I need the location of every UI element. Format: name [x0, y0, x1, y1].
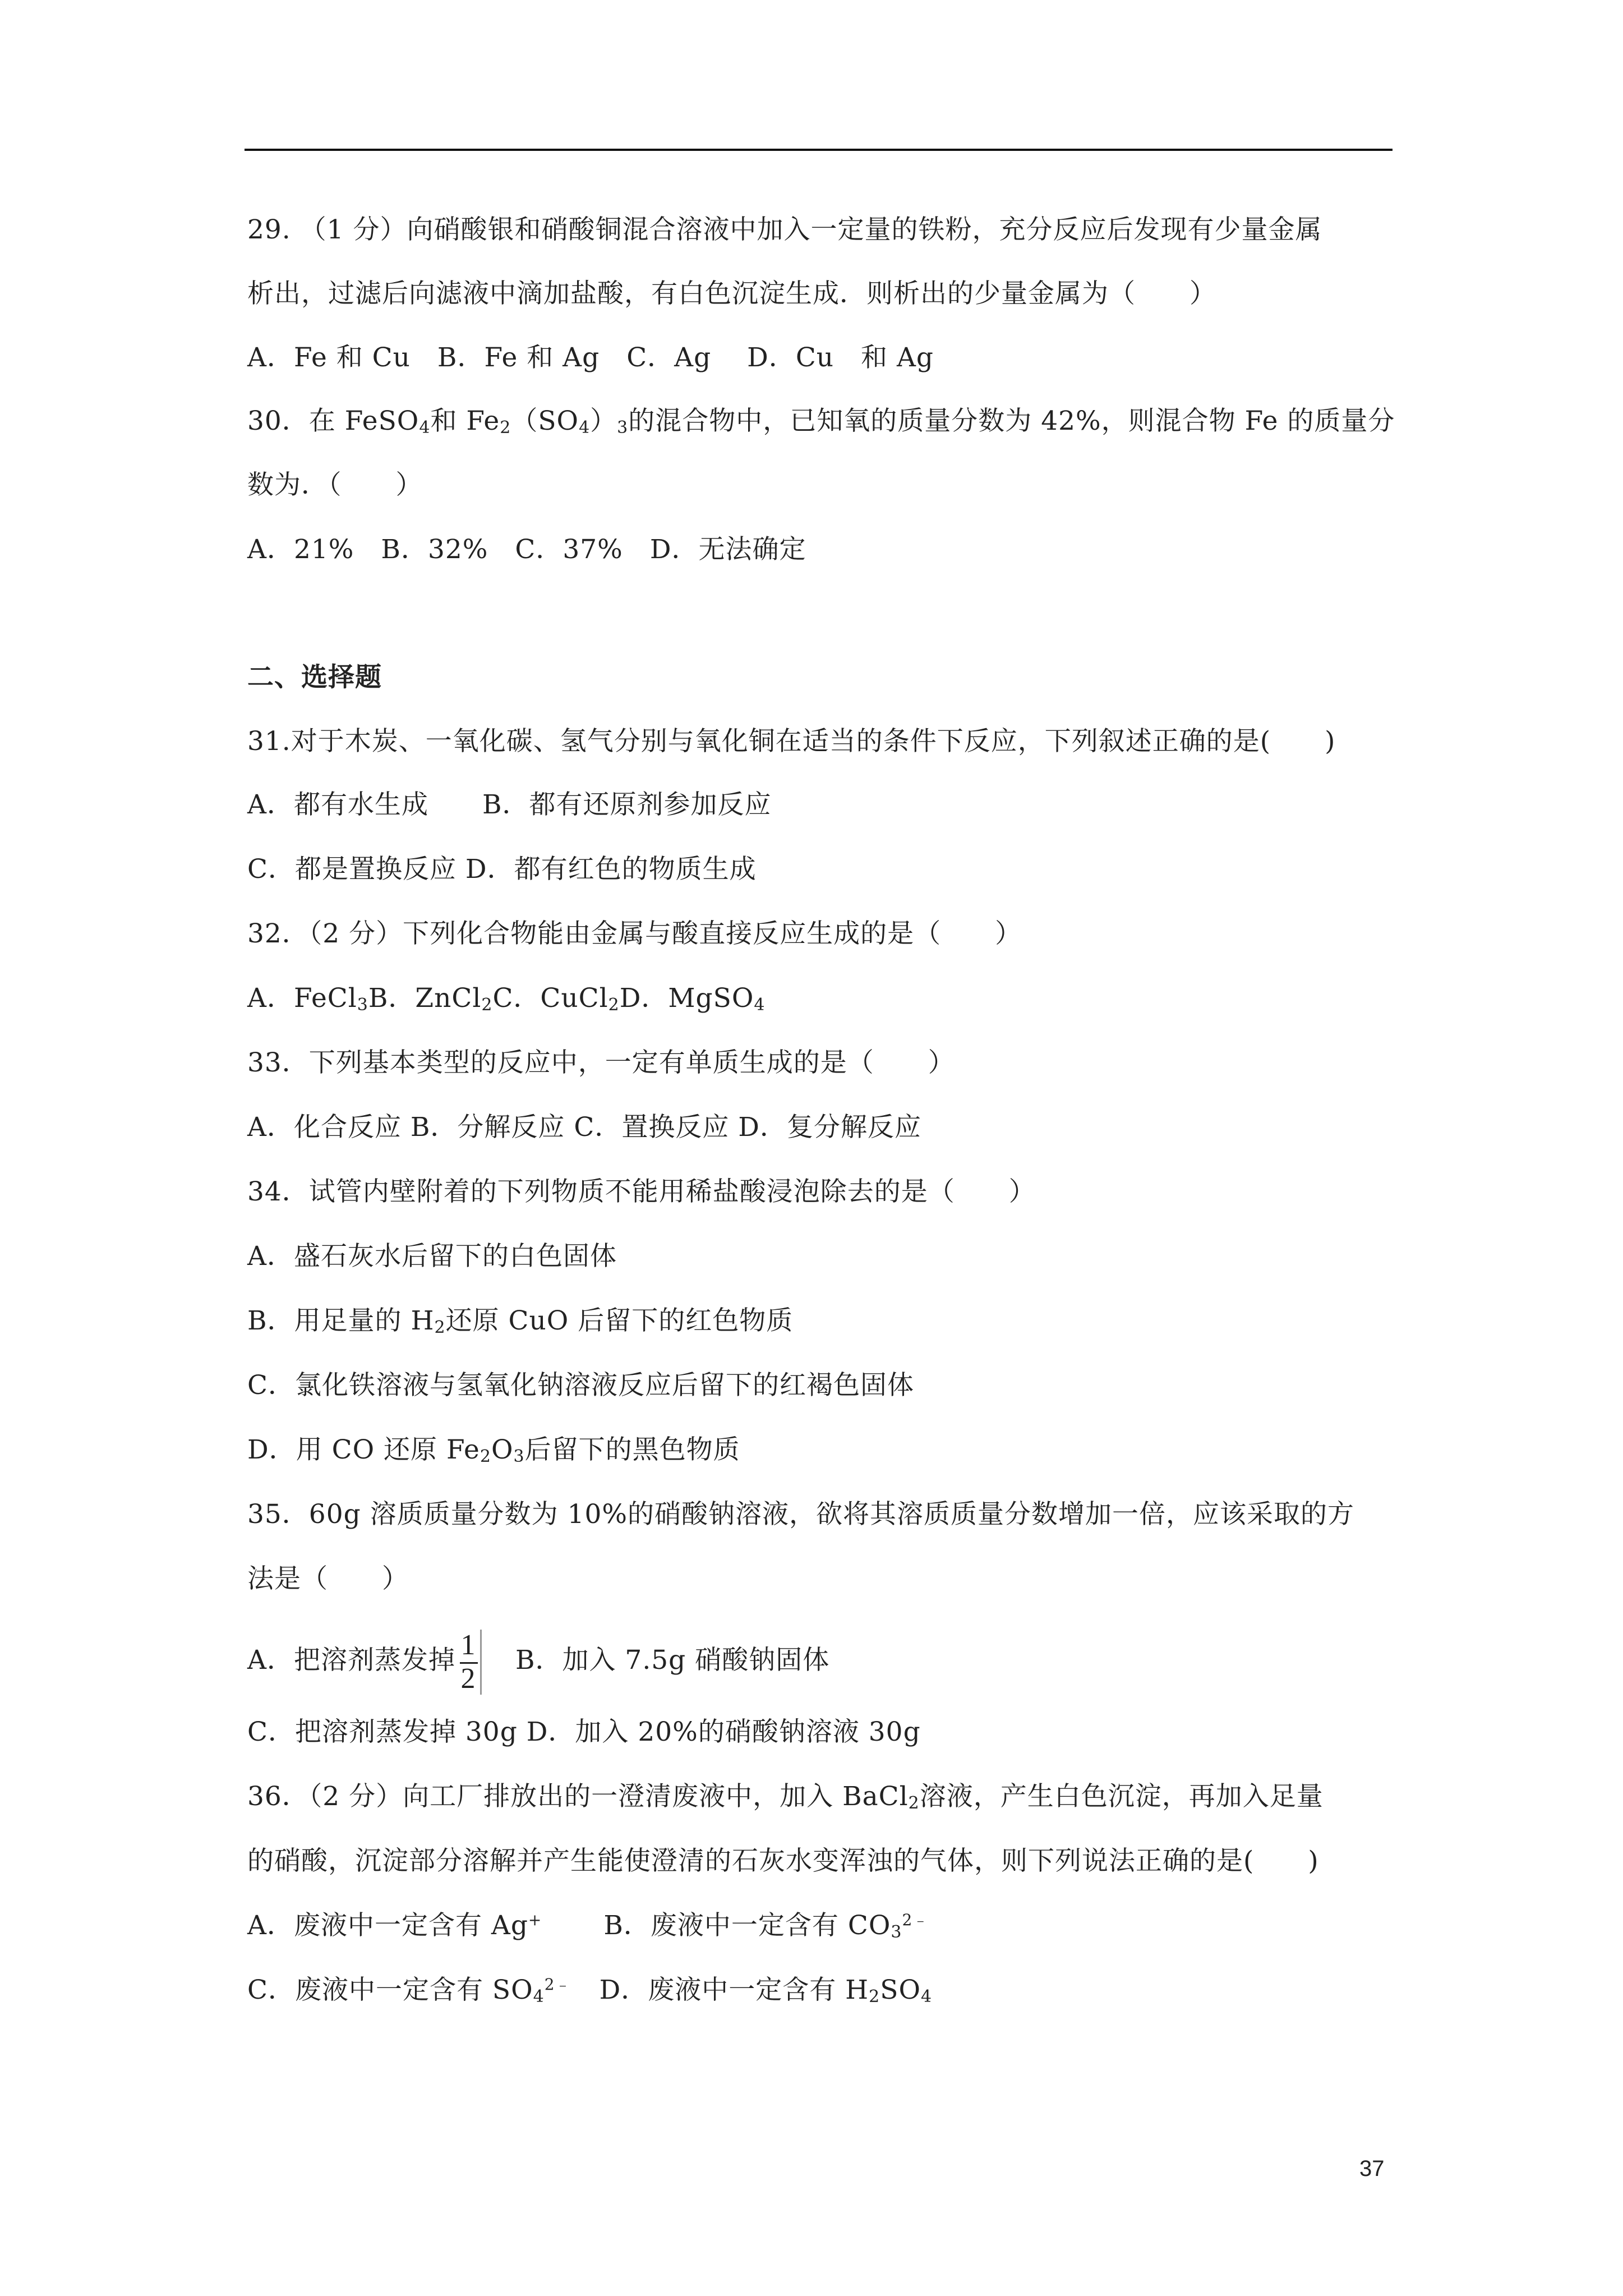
q36-option-b: B．废液中一定含有 CO [603, 1910, 891, 1941]
q34-option-b-sub: 2 [434, 1318, 446, 1337]
q36-option-b-sub: 3 [891, 1922, 902, 1942]
q30-sub-4: 3 [617, 418, 629, 438]
q31-stem: 31.对于木炭、一氧化碳、氢气分别与氧化铜在适当的条件下反应，下列叙述正确的是( ) [247, 726, 1336, 757]
q36-stem-line1 [247, 1780, 1324, 1814]
q35-stem-line1: 35．60g 溶质质量分数为 10%的硝酸钠溶液，欲将其溶质质量分数增加一倍，应该采取的方 [247, 1499, 1355, 1530]
q36-option-d-sub1: 2 [869, 1987, 880, 2007]
q30-text-3: （SO [511, 406, 579, 436]
q35-option-b: B．加入 7.5g 硝酸钠固体 [515, 1645, 830, 1676]
q34-option-b [247, 1304, 793, 1338]
q34-option-c: C．氯化铁溶液与氢氧化钠溶液反应后留下的红褐色固体 [247, 1370, 914, 1401]
q36-option-a-sup: + [528, 1911, 542, 1929]
q36-option-c: C．废液中一定含有 SO [247, 1975, 533, 2005]
section-heading: 二、选择题 [247, 662, 382, 693]
header-rule [245, 149, 1393, 151]
q36-option-d-mid: SO [880, 1975, 921, 2005]
q32-options [247, 982, 765, 1015]
q30-stem-line2: 数为．（ ） [247, 470, 423, 500]
q33-options: A．化合反应 B．分解反应 C．置换反应 D．复分解反应 [247, 1112, 921, 1143]
q34-option-b-pre: B．用足量的 H [247, 1305, 435, 1336]
q36-option-d: D．废液中一定含有 H [599, 1975, 869, 2005]
q34-option-a: A．盛石灰水后留下的白色固体 [247, 1241, 617, 1272]
q29-stem-line1: 29. （1 分）向硝酸银和硝酸铜混合溶液中加入一定量的铁粉，充分反应后发现有少量金属 [247, 214, 1322, 245]
q32-option-c: C．CuCl [492, 983, 608, 1014]
q36-option-d-sub2: 4 [921, 1987, 933, 2007]
q31-options-cd: C．都是置换反应 D．都有红色的物质生成 [247, 854, 757, 885]
q34-option-d [247, 1433, 740, 1467]
q34-option-b-post: 还原 CuO 后留下的红色物质 [445, 1305, 794, 1336]
q34-option-d-post: 后留下的黑色物质 [524, 1434, 740, 1465]
q29-options: A．Fe 和 Cu B．Fe 和 Ag C．Ag D．Cu 和 Ag [247, 342, 934, 373]
q36-line1-sub: 2 [908, 1793, 920, 1813]
q32-option-d-sub: 4 [754, 995, 766, 1015]
q34-stem: 34．试管内壁附着的下列物质不能用稀盐酸浸泡除去的是（ ） [247, 1176, 1036, 1207]
q36-option-c-sup: 2﹣ [544, 1975, 571, 1994]
q36-stem-line2: 的硝酸，沉淀部分溶解并产生能使澄清的石灰水变浑浊的气体，则下列说法正确的是( ) [247, 1846, 1319, 1876]
q30-stem-line1 [247, 404, 1395, 438]
q32-option-c-sub: 2 [608, 995, 620, 1015]
q32-option-d: D．MgSO [619, 983, 754, 1014]
q33-stem: 33．下列基本类型的反应中，一定有单质生成的是（ ） [247, 1047, 955, 1078]
q35-option-a: A．把溶剂蒸发掉 [247, 1645, 455, 1676]
page-number: 37 [1359, 2156, 1385, 2181]
q32-option-b: B．ZnCl [368, 983, 482, 1014]
q32-option-a: A．FeCl [247, 983, 357, 1014]
q30-sub-1: 4 [419, 418, 431, 438]
fraction-denominator: 2 [460, 1663, 476, 1695]
q36-line1-pre: 36．（2 分）向工厂排放出的一澄清废液中，加入 BaCl [247, 1781, 909, 1812]
q32-option-b-sub: 2 [481, 995, 493, 1015]
q34-option-d-pre: D．用 CO 还原 Fe [247, 1434, 480, 1465]
q31-options-ab: A．都有水生成 B．都有还原剂参加反应 [247, 789, 772, 820]
q34-option-d-sub1: 2 [479, 1447, 491, 1466]
q30-sub-2: 2 [500, 418, 511, 438]
q36-option-b-sup: 2﹣ [902, 1911, 929, 1929]
q30-text-4: ） [590, 406, 617, 436]
q34-option-d-mid: O [491, 1434, 514, 1465]
q30-text-1: 30．在 FeSO [247, 406, 419, 436]
q36-options-cd [247, 1973, 932, 2007]
q36-option-a: A．废液中一定含有 Ag [247, 1910, 528, 1941]
q35-options-ab [247, 1627, 829, 1694]
q36-line1-post: 溶液，产生白色沉淀，再加入足量 [919, 1781, 1324, 1812]
q32-option-a-sub: 3 [357, 995, 368, 1015]
q30-text-5: 的混合物中，已知氧的质量分数为 42%，则混合物 Fe 的质量分 [628, 406, 1395, 436]
q35-options-cd: C．把溶剂蒸发掉 30g D．加入 20%的硝酸钠溶液 30g [247, 1717, 921, 1747]
q30-options: A．21% B．32% C．37% D．无法确定 [247, 534, 806, 565]
q32-stem: 32．（2 分）下列化合物能由金属与酸直接反应生成的是（ ） [247, 918, 1022, 949]
q30-text-2: 和 Fe [430, 406, 500, 436]
q29-stem-line2: 析出，过滤后向滤液中滴加盐酸，有白色沉淀生成．则析出的少量金属为（ ） [247, 278, 1216, 309]
q30-sub-3: 4 [579, 418, 591, 438]
fraction-one-half [458, 1630, 482, 1695]
q35-stem-line2: 法是（ ） [247, 1563, 409, 1594]
fraction-numerator: 1 [460, 1629, 476, 1661]
q36-options-ab [247, 1909, 929, 1943]
q36-option-c-sub: 4 [533, 1987, 545, 2007]
q34-option-d-sub2: 3 [513, 1447, 525, 1466]
